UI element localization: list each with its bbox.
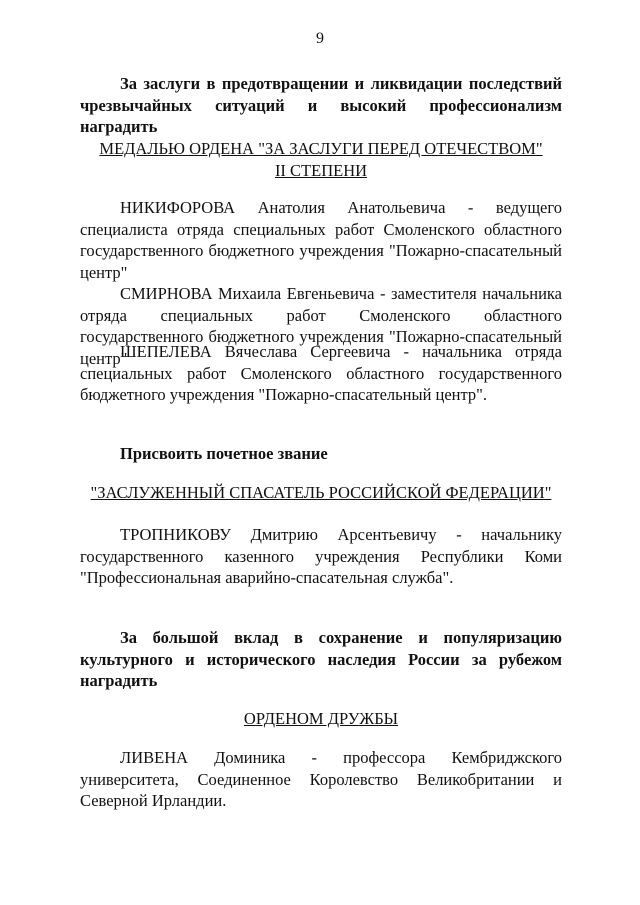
section2-intro: Присвоить почетное звание bbox=[120, 444, 328, 463]
award-title-line2: II СТЕПЕНИ bbox=[274, 160, 368, 180]
recipient-nikiforov: НИКИФОРОВА Анатолия Анатольевича - ведущего специалиста отряда специальных работ Смоленского областного государственного бюджетного учреждения "Пожарно-спасательный центр" bbox=[80, 198, 562, 282]
section3-award-title: ОРДЕНОМ ДРУЖБЫ bbox=[243, 709, 399, 728]
recipient-shepelev: ШЕПЕЛЕВА Вячеслава Сергеевича - начальника отряда специальных работ Смоленского областного государственного бюджетного учреждения "Пожарно-спасательный центр". bbox=[80, 342, 562, 404]
recipient-smirnov: СМИРНОВА Михаила Евгеньевича - заместителя начальника отряда специальных работ Смоленского областного государственного бюджетного учреждения "Пожарно-спасательный центр" bbox=[80, 284, 562, 368]
section3-intro: За большой вклад в сохранение и популяризацию культурного и исторического наследия России за рубежом наградить bbox=[80, 628, 562, 690]
page-number: 9 bbox=[316, 30, 324, 47]
award-title-line1: МЕДАЛЬЮ ОРДЕНА "ЗА ЗАСЛУГИ ПЕРЕД ОТЕЧЕСТВОМ" bbox=[99, 139, 543, 158]
section2-honorary-title: "ЗАСЛУЖЕННЫЙ СПАСАТЕЛЬ РОССИЙСКОЙ ФЕДЕРАЦИИ" bbox=[90, 483, 552, 502]
recipient-tropnikov: ТРОПНИКОВУ Дмитрию Арсентьевичу - начальнику государственного казенного учреждения Республики Коми "Профессиональная аварийно-спасательная служба". bbox=[80, 525, 562, 587]
recipient-liven: ЛИВЕНА Доминика - профессора Кембриджского университета, Соединенное Королевство Великобритании и Северной Ирландии. bbox=[80, 748, 562, 810]
section1-award-title bbox=[80, 138, 562, 181]
section1-intro: За заслуги в предотвращении и ликвидации последствий чрезвычайных ситуаций и высокий профессионализм наградить bbox=[80, 74, 562, 136]
